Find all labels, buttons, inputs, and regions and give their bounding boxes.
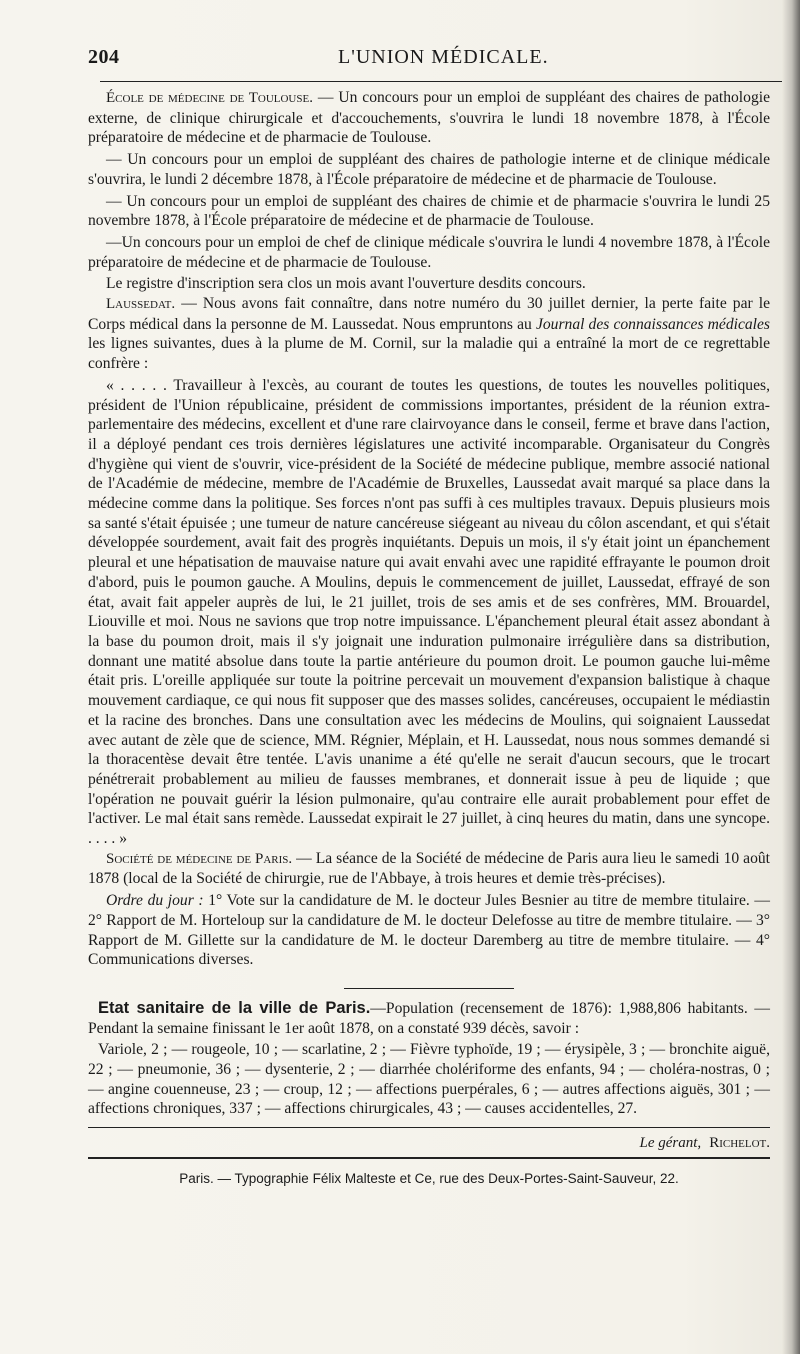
ecole-heading: École de médecine de Toulouse. xyxy=(106,90,313,106)
gerant-name: Richelot. xyxy=(709,1135,770,1152)
ecole-paragraph-1 xyxy=(88,88,770,148)
footer-rule xyxy=(88,1127,770,1128)
section-divider xyxy=(344,988,514,989)
etat-statistics: Variole, 2 ; — rougeole, 10 ; — scarlatine, 2 ; — Fièvre typhoïde, 19 ; — érysipèle, 3 ; — bronchite aiguë, 22 ; — pneumonie, 36 ; — dysenterie, 2 ; — diarrhée cholériforme des enfants, 94 ; — choléra-nostras, 0 ; — angine couenneuse, 23 ; — croup, 12 ; — affections puerpérales, 6 ; — autres affections aiguës, 301 ; — affections chroniques, 337 ; — affections chirurgicales, 43 ; — causes accidentelles, 27. xyxy=(88,1041,770,1118)
ecole-paragraph-5: Le registre d'inscription sera clos un mois avant l'ouverture desdits concours. xyxy=(106,275,586,293)
etat-intro xyxy=(88,999,770,1038)
ordre-text: 1° Vote sur la candidature de M. le docteur Jules Besnier au titre de membre titulaire. — 2° Rapport de M. Horteloup sur la candidature de M. le docteur Delefosse au titre de membre titulaire. — 3° Rapport de M. Gillette sur la candidature de M. le docteur Daremberg au titre de membre titulaire. — 4° Communications diverses. xyxy=(88,892,770,969)
page-body xyxy=(88,88,770,1189)
journal-title: L'UNION MÉDICALE. xyxy=(338,46,549,68)
page-number: 204 xyxy=(88,46,120,68)
ordre-label: Ordre du jour : xyxy=(106,892,204,910)
ecole-paragraph-4: —Un concours pour un emploi de chef de clinique médicale s'ouvrira le lundi 4 novembre 1878, à l'École préparatoire de médecine et de pharmacie de Toulouse. xyxy=(88,233,770,271)
ordre-du-jour xyxy=(88,891,770,970)
laussedat-heading: Laussedat. xyxy=(106,296,176,313)
running-head xyxy=(88,46,778,72)
societe-section xyxy=(88,849,770,970)
header-rule xyxy=(100,81,782,82)
laussedat-section xyxy=(88,294,770,849)
etat-heading: Etat sanitaire de la ville de Paris. xyxy=(98,998,371,1017)
page-edge-shadow xyxy=(782,0,800,1354)
ecole-paragraph-3: — Un concours pour un emploi de suppléant des chaires de chimie et de pharmacie s'ouvrira le lundi 25 novembre 1878, à l'École préparatoire de médecine et de pharmacie de Toulouse. xyxy=(88,192,770,230)
gerant-label: Le gérant, xyxy=(639,1135,702,1152)
societe-text: — La séance de la Société de médecine de Paris aura lieu le samedi 10 août 1878 (local de la Société de chirurgie, rue de l'Abbaye, à trois heures et demie très-précises). xyxy=(88,849,771,888)
footer-rule-bottom xyxy=(88,1157,770,1159)
ecole-paragraph-2: — Un concours pour un emploi de suppléant des chaires de pathologie interne et de clinique médicale s'ouvrira, le lundi 2 décembre 1878, à l'École préparatoire de médecine et de pharmacie de Toulouse. xyxy=(88,151,770,188)
laussedat-intro-b: les lignes suivantes, dues à la plume de M. Cornil, sur la maladie qui a entraîné la mort de ce regrettable confrère : xyxy=(88,335,770,373)
gerant-line xyxy=(88,1134,770,1154)
laussedat-quote: « . . . . . Travailleur à l'excès, au courant de toutes les questions, de toutes les nouvelles politiques, président de l'Union républicaine, président de commissions importantes, président de la réunion extra-parlementaire des médecins, excellent et d'une rare clairvoyance dans le conseil, ferme et brave dans l'action, il a déployé pendant ces trois dernières législatures une activité incomparable. Organisateur du Congrès d'hygiène qui vient de s'ouvrir, vice-président de la Société de médecine publique, membre associé national de l'Académie de médecine, membre de l'Académie de Bruxelles, Laussedat avait marqué sa place dans la médecine comme dans la politique. Ses forces n'ont pas suffi à ces multiples travaux. Depuis plusieurs mois sa santé s'était épuisée ; une tumeur de nature cancéreuse siégeant au niveau du côlon ascendant, et qui s'était développée sourdement, avait fait des progrès inquiétants. Depuis un mois, il s'y était joint un épanchement pleural et une hépatisation de mauvaise nature qui avait envahi avec une rapidité effrayante le poumon droit d'abord, puis le poumon gauche. A Moulins, depuis le commencement de juillet, Laussedat, effrayé de son état, avait fait appeler auprès de lui, le 21 juillet, trois de ses amis et de ses confrères, MM. Brouardel, Liouville et moi. Nous ne savions que trop notre impuissance. L'épanchement pleural était assez abondant à la base du poumon droit, mais il s'y joignait une induration pulmonaire irrégulière dans sa distribution, donnant une matité absolue dans toute la partie antérieure du poumon droit. Le poumon gauche lui-même était pris. L'oreille appliquée sur toute la poitrine percevait un mouvement d'expansion balistique à chaque mouvement cardiaque, ce qui nous fit supposer que des masses solides, cancéreuses, occupaient le médiastin et la racine des bronches. Dans une consultation avec les médecins de Moulins, qui soignaient Laussedat avec autant de zèle que de science, MM. Régnier, Méplain, et H. Laussedat, nous nous sommes demandé si la thoracentèse devait être tentée. L'avis unanime a été qu'elle ne serait d'aucun secours, que le trocart pénétrerait probablement au milieu de fausses membranes, et donnerait issue à peu de liquide ; que l'opération ne pouvait guérir la lésion pulmonaire, qu'au contraire elle aurait probablement pour effet de l'activer. Le mal était sans remède. Laussedat expirait le 27 juillet, à cinq heures du matin, dans une syncope. . . . . » xyxy=(88,376,770,848)
laussedat-intro-a: — Nous avons fait connaître, dans notre numéro du 30 juillet dernier, la perte faite par le Corps médical dans la personne de M. Laussedat. Nous empruntons au xyxy=(88,295,770,333)
printer-imprint: Paris. — Typographie Félix Malteste et Ce, rue des Deux-Portes-Saint-Sauveur, 22. xyxy=(179,1170,679,1186)
laussedat-intro xyxy=(88,294,770,374)
ecole-paragraph-1-text: — Un concours pour un emploi de suppléant des chaires de pathologie externe, de clinique chirurgicale et d'accouchements, s'ouvrira le lundi 18 novembre 1878, à l'École préparatoire de médecine et de pharmacie de Toulouse. xyxy=(88,89,770,147)
ecole-toulouse-section xyxy=(88,88,770,294)
journal-citation: Journal des connaissances médicales xyxy=(535,315,770,333)
societe-paragraph xyxy=(88,849,770,889)
societe-heading: Société de médecine de Paris. xyxy=(106,850,293,867)
etat-intro-text: —Population (recensement de 1876): 1,988,806 habitants. — Pendant la semaine finissant le 1er août 1878, on a constaté 939 décès, savoir : xyxy=(88,999,770,1037)
etat-sanitaire-section xyxy=(88,999,770,1119)
